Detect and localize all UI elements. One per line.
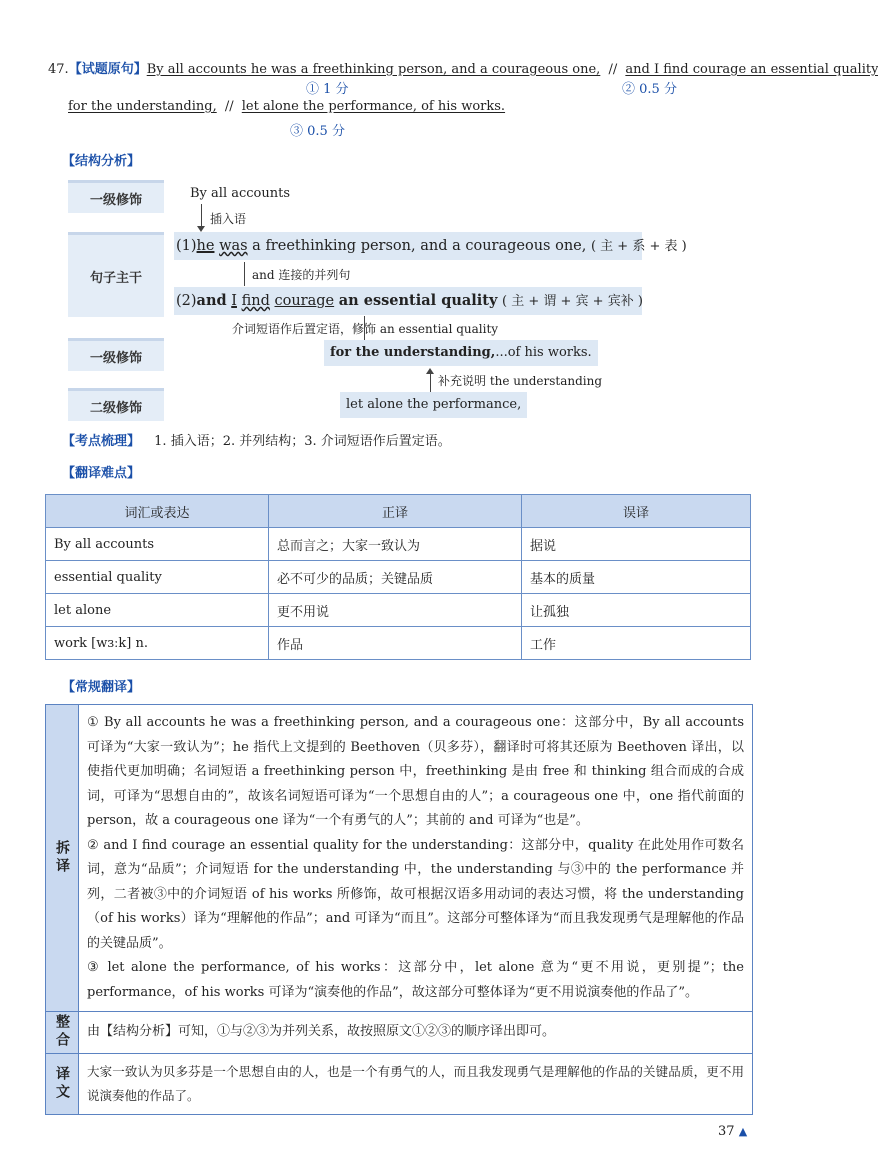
translation-label: 【常规翻译】 bbox=[62, 680, 141, 695]
clause-1-verb: was bbox=[219, 238, 248, 254]
clause-1-note: ( 主 + 系 + 表 ) bbox=[590, 239, 687, 254]
clause-1-rest: a freethinking person, and a courageous one, bbox=[247, 238, 587, 254]
question-line-2 bbox=[68, 99, 505, 114]
let-alone-phrase: let alone the performance, bbox=[340, 392, 527, 418]
page-number-wrap bbox=[718, 1124, 747, 1139]
separator-1: // bbox=[608, 62, 618, 77]
points-row bbox=[62, 430, 451, 449]
clause-2-subject: I bbox=[231, 293, 237, 309]
insert-label: 插入语 bbox=[210, 212, 247, 226]
split-row bbox=[46, 705, 752, 1011]
header-wrong: 误译 bbox=[522, 495, 751, 528]
split-paragraph-3: ③ let alone the performance, of his works：这部分中，let alone 意为“更不用说，更别提”；the performance，of his works 可译为“演奏他的作品”，故这部分可整体译为“更不用说演奏他的作品了”。 bbox=[87, 960, 744, 1000]
for-phrase-rest: ...of his works. bbox=[495, 345, 592, 360]
clause-2 bbox=[174, 287, 642, 315]
points-text: 1. 插入语；2. 并列结构；3. 介词短语作后置定语。 bbox=[154, 434, 451, 449]
cell-expr: work [wɜːk] n. bbox=[46, 627, 269, 660]
supp-arrow-line bbox=[430, 373, 431, 393]
final-head: 译文 bbox=[46, 1054, 79, 1114]
header-expr: 词汇或表达 bbox=[46, 495, 269, 528]
merge-body: 由【结构分析】可知，①与②③为并列关系，故按照原文①②③的顺序译出即可。 bbox=[87, 1024, 556, 1039]
top-phrase: By all accounts bbox=[190, 186, 291, 201]
cell-expr: essential quality bbox=[46, 561, 269, 594]
graduation-cap-icon: ▲ bbox=[738, 1125, 748, 1138]
question-part-2: and I find courage an essential quality bbox=[625, 62, 878, 77]
merge-head: 整合 bbox=[46, 1012, 79, 1053]
table-row bbox=[46, 528, 751, 561]
final-row bbox=[46, 1053, 752, 1114]
clause-1-number: (1) bbox=[176, 238, 197, 254]
clause-1-subject: he bbox=[196, 238, 215, 254]
cell-wrong: 据说 bbox=[522, 528, 751, 561]
for-phrase bbox=[324, 340, 598, 366]
question-line-1 bbox=[48, 58, 878, 77]
cell-right: 总而言之；大家一致认为 bbox=[269, 528, 522, 561]
points-label: 【考点梳理】 bbox=[62, 434, 141, 449]
split-paragraph-1: ① By all accounts he was a freethinking person, and a courageous one：这部分中，By all accounts 可译为“大家一致认为”；he 指代上文提到的 Beethoven（贝多芬），翻译时可将其还原为 Beethoven 译出，以使指代更加明确；名词短语 a freethinking person 中，freethinking 是由 free 和 thinking 组合而成的合成词，可译为“思想自由的”，故该名词短语可译为“一个思想自由的人”；a courageous one 中，one 指代前面的 person，故 a courageous one 译为“一个有勇气的人”；其前的 and 可译为“也是”。 bbox=[87, 715, 744, 828]
structure-label: 【结构分析】 bbox=[62, 154, 141, 169]
page-number: 37 bbox=[718, 1124, 735, 1139]
clause-2-object: courage bbox=[274, 293, 335, 309]
header-right: 正译 bbox=[269, 495, 522, 528]
clause-2-complement: an essential quality bbox=[338, 292, 498, 309]
cell-right: 更不用说 bbox=[269, 594, 522, 627]
clause-2-number: (2) bbox=[176, 293, 197, 309]
split-body bbox=[79, 705, 752, 1011]
cell-expr: let alone bbox=[46, 594, 269, 627]
level-main: 句子主干 bbox=[68, 232, 164, 317]
supp-note: 补充说明 the understanding bbox=[438, 374, 603, 388]
split-paragraph-2: ② and I find courage an essential quality for the understanding：这部分中，quality 在此处用作可数名词，意为“品质”；介词短语 for the understanding 中，the understanding 与③中的 the performance 并列，二者被③中的介词短语 of his works 所修饰，故可根据汉语多用动词的表达习惯，将 the understanding（of his works）译为“理解他的作品”；and 可译为“而且”。这部分可整体译为“而且我发现勇气是理解他的作品的关键品质”。 bbox=[87, 837, 744, 951]
vocab-table bbox=[45, 494, 751, 660]
split-head: 拆译 bbox=[46, 705, 79, 1011]
vocab-table-wrap bbox=[45, 494, 751, 660]
question-number: 47. bbox=[48, 62, 69, 77]
score-3: ③ 0.5 分 bbox=[290, 124, 345, 139]
level-1-top: 一级修饰 bbox=[68, 180, 164, 213]
connector-line bbox=[244, 262, 245, 286]
clause-2-verb: find bbox=[241, 293, 270, 309]
table-row bbox=[46, 594, 751, 627]
score-1: ① 1 分 bbox=[306, 82, 349, 97]
clause-2-note: ( 主 + 谓 + 宾 + 宾补 ) bbox=[502, 294, 643, 309]
question-part-3: for the understanding, bbox=[68, 99, 217, 114]
score-2: ② 0.5 分 bbox=[622, 82, 677, 97]
final-body: 大家一致认为贝多芬是一个思想自由的人，也是一个有勇气的人，而且我发现勇气是理解他的作品的关键品质，更不用说演奏他的作品了。 bbox=[87, 1063, 744, 1103]
separator-2: // bbox=[224, 99, 234, 114]
cell-wrong: 让孤独 bbox=[522, 594, 751, 627]
cell-wrong: 基本的质量 bbox=[522, 561, 751, 594]
cell-expr: By all accounts bbox=[46, 528, 269, 561]
vocab-header-row bbox=[46, 495, 751, 528]
prep-note: 介词短语作后置定语，修饰 an essential quality bbox=[232, 322, 499, 336]
table-row bbox=[46, 561, 751, 594]
cell-right: 作品 bbox=[269, 627, 522, 660]
for-phrase-bold: for the understanding, bbox=[330, 345, 496, 360]
merge-row bbox=[46, 1011, 752, 1053]
table-row bbox=[46, 627, 751, 660]
cell-right: 必不可少的品质；关键品质 bbox=[269, 561, 522, 594]
question-part-1: By all accounts he was a freethinking person, and a courageous one, bbox=[146, 62, 601, 77]
and-label: and 连接的并列句 bbox=[252, 268, 351, 282]
cell-wrong: 工作 bbox=[522, 627, 751, 660]
level-1-bottom: 一级修饰 bbox=[68, 338, 164, 371]
question-part-4: let alone the performance, of his works. bbox=[241, 99, 506, 114]
difficulty-label: 【翻译难点】 bbox=[62, 466, 141, 481]
insert-arrow-line bbox=[201, 204, 202, 228]
question-tag: 【试题原句】 bbox=[68, 62, 147, 77]
clause-1 bbox=[174, 232, 687, 260]
level-2: 二级修饰 bbox=[68, 388, 164, 421]
translation-box bbox=[45, 704, 753, 1115]
clause-2-and: and bbox=[196, 292, 227, 309]
